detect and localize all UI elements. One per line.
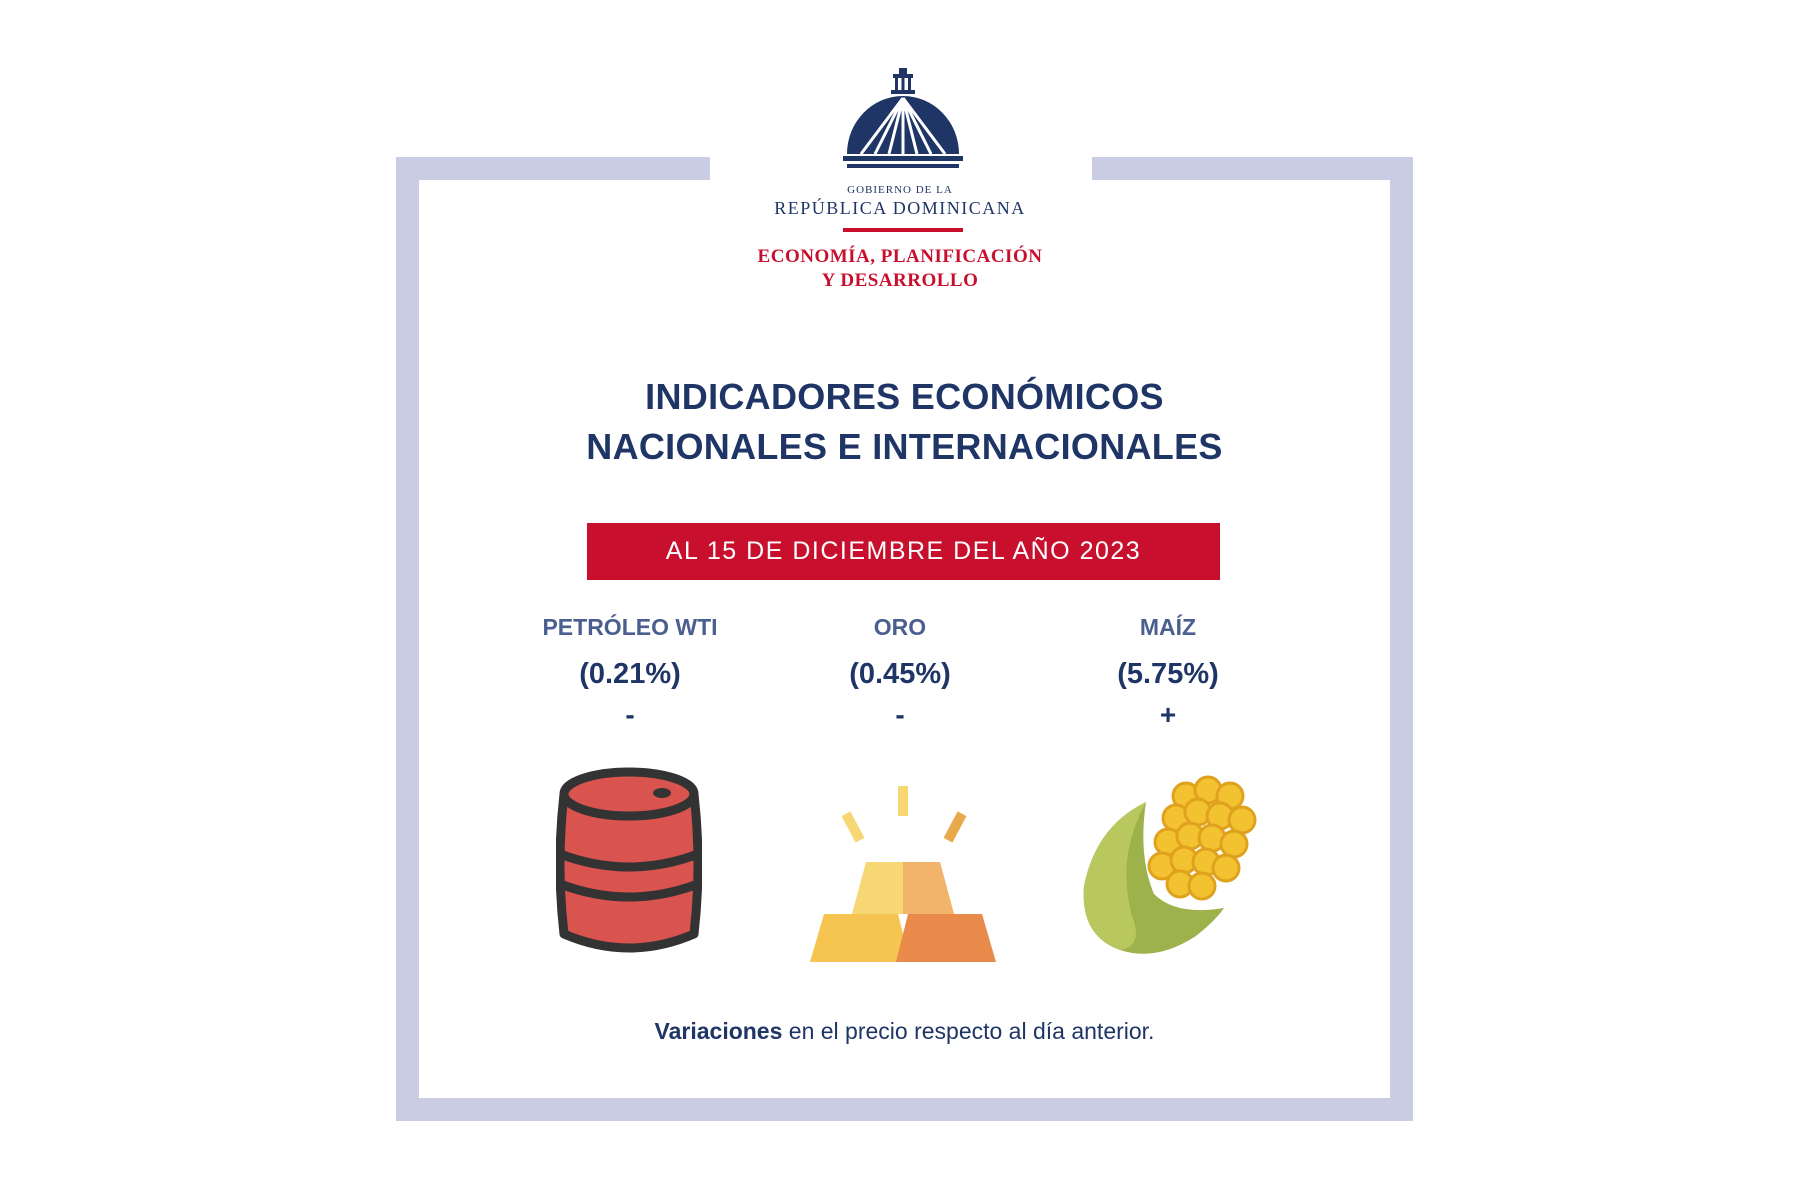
indicator-value: (0.21%) [579,658,681,690]
page-title-line-1: INDICADORES ECONÓMICOS [645,376,1164,417]
gold-bars-icon [810,766,996,962]
indicator-sign: - [895,699,905,730]
ministry-line-2: Y DESARROLLO [821,270,979,291]
indicator-corn [1018,610,1318,732]
indicator-value: (5.75%) [1117,658,1219,690]
oil-barrel-icon [556,766,702,962]
logo-divider [843,228,963,232]
indicator-value: (0.45%) [849,658,951,690]
footer-bold: Variaciones [654,1018,783,1044]
government-logo [740,60,1060,300]
frame-top-right [1092,157,1413,180]
gov-big-text: REPÚBLICA DOMINICANA [774,198,1026,218]
frame-bottom [396,1098,1413,1121]
frame-right [1390,157,1413,1121]
indicator-sign: - [625,699,635,730]
indicator-oil [480,610,780,732]
frame-left [396,157,419,1121]
indicator-sign: + [1159,699,1177,730]
gov-small-text: GOBIERNO DE LA [847,184,953,196]
indicator-name: PETRÓLEO WTI [542,614,718,640]
footer-note [419,1018,1390,1045]
indicator-gold [750,610,1050,732]
capitol-dome-icon [843,66,963,190]
corn-icon [1076,766,1262,962]
date-banner: AL 15 DE DICIEMBRE DEL AÑO 2023 [587,523,1220,580]
page-title-line-2: NACIONALES E INTERNACIONALES [586,426,1223,467]
ministry-line-1: ECONOMÍA, PLANIFICACIÓN [757,246,1043,267]
frame-top-left [396,157,710,180]
indicator-name: ORO [873,614,927,640]
indicator-name: MAÍZ [1139,614,1197,640]
footer-rest: en el precio respecto al día anterior. [782,1018,1155,1044]
